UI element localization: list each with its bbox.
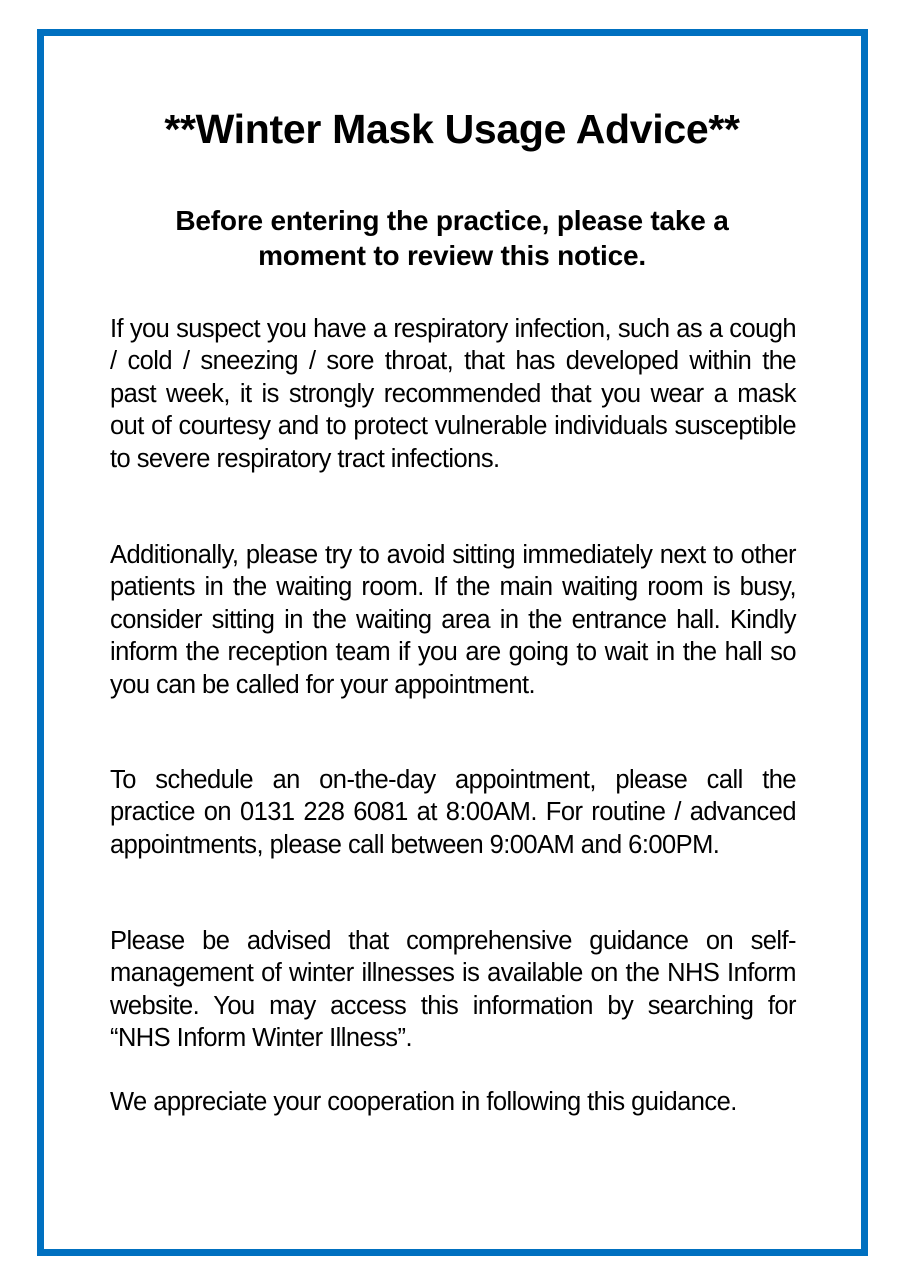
paragraph-waiting-room-advice: Additionally, please try to avoid sitting immediately next to other patients in the waiting room. If the main waiting room is busy, consider sitting in the waiting area in the entrance hall. Kindly inform the reception team if you are going to wait in the hall so you can be called for your appointment. (110, 541, 796, 699)
notice-subtitle: Before entering the practice, please take a moment to review this notice. (175, 205, 729, 271)
paragraph-nhs-inform-guidance: Please be advised that comprehensive guidance on self-management of winter illnesses is available on the NHS Inform website. You may access this information by searching for “NHS Inform Winter Illness”. (110, 927, 796, 1053)
paragraph-closing-thanks: We appreciate your cooperation in following this guidance. (110, 1088, 737, 1116)
paragraph-respiratory-infection-advice: If you suspect you have a respiratory infection, such as a cough / cold / sneezing / sore throat, that has developed within the past week, it is strongly recommended that you wear a mask out of courtesy and to protect vulnerable individuals susceptible to severe respiratory tract infections. (110, 315, 796, 473)
paragraph-appointment-booking: To schedule an on-the-day appointment, please call the practice on 0131 228 6081 at 8:00AM. For routine / advanced appointments, please call between 9:00AM and 6:00PM. (110, 766, 796, 859)
notice-title: **Winter Mask Usage Advice** (164, 106, 740, 152)
